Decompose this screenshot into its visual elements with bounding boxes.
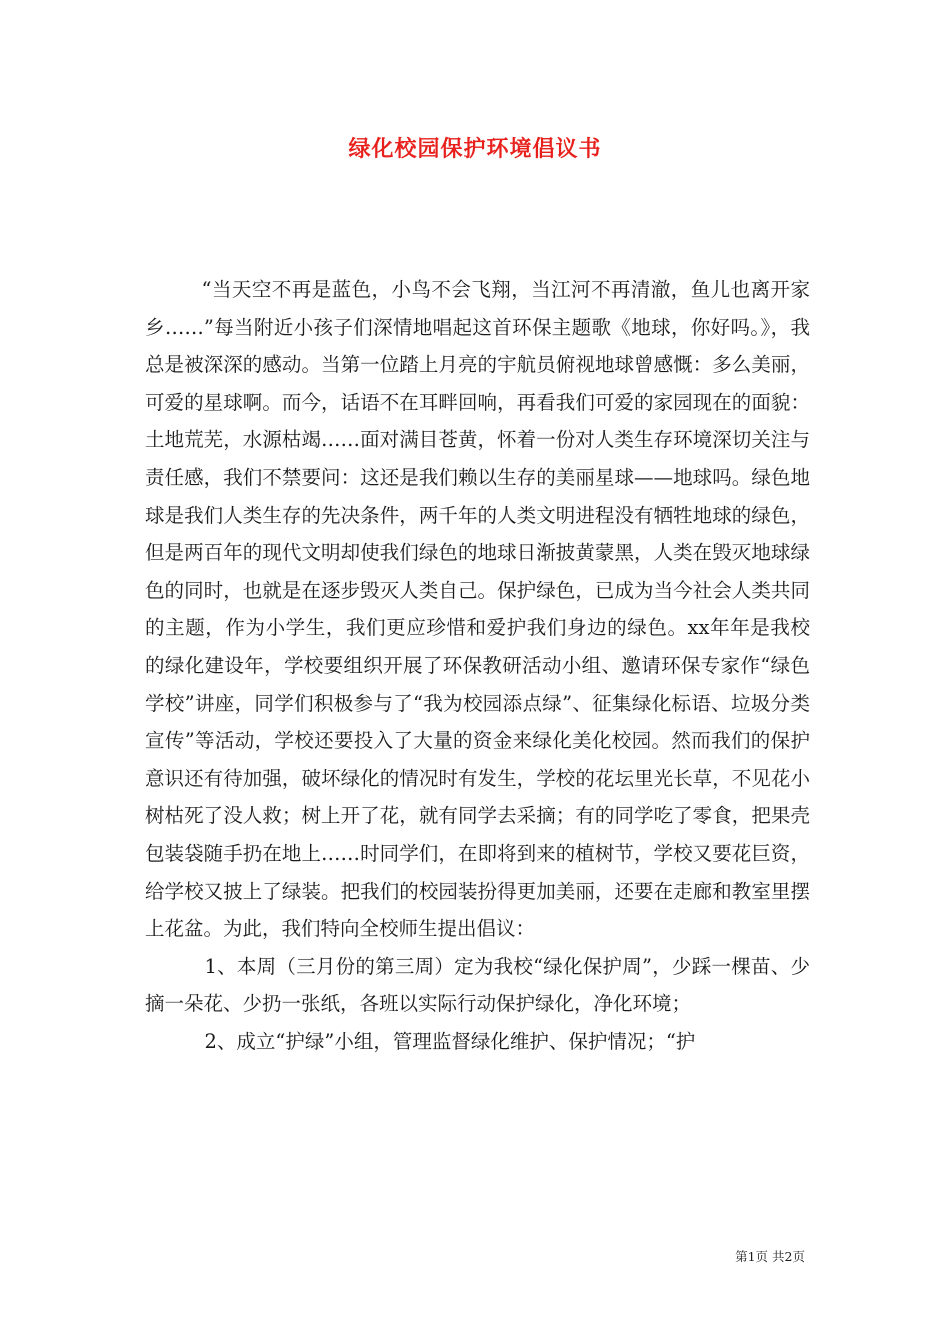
- page-footer: 第1页 共2页: [735, 1249, 805, 1264]
- paragraph-intro: “当天空不再是蓝色，小鸟不会飞翔，当江河不再清澈，鱼儿也离开家乡……”每当附近小孩子们深情地唱起这首环保主题歌《地球，你好吗。》，我总是被深深的感动。当第一位踏上月亮的宇航员俯视地球曾感慨：多么美丽，可爱的星球啊。而今，话语不在耳畔回响，再看我们可爱的家园现在的面貌：土地荒芜，水源枯竭……面对满目苍黄，怀着一份对人类生存环境深切关注与责任感，我们不禁要问：这还是我们赖以生存的美丽星球——地球吗。绿色地球是我们人类生存的先决条件，两千年的人类文明进程没有牺牲地球的绿色，但是两百年的现代文明却使我们绿色的地球日渐披黄蒙黑，人类在毁灭地球绿色的同时，也就是在逐步毁灭人类自己。保护绿色，已成为当今社会人类共同的主题，作为小学生，我们更应珍惜和爱护我们身边的绿色。xx年年是我校的绿化建设年，学校要组织开展了环保教研活动小组、邀请环保专家作“绿色学校”讲座，同学们积极参与了“我为校园添点绿”、征集绿化标语、垃圾分类宣传”等活动，学校还要投入了大量的资金来绿化美化校园。然而我们的保护意识还有待加强，破坏绿化的情况时有发生，学校的花坛里光长草，不见花小树枯死了没人救；树上开了花，就有同学去采摘；有的同学吃了零食，把果壳包装袋随手扔在地上……时同学们，在即将到来的植树节，学校又要花巨资，给学校又披上了绿装。把我们的校园装扮得更加美丽，还要在走廊和教室里摆上花盆。为此，我们特向全校师生提出倡议：: [145, 278, 810, 941]
- document-body: [145, 271, 810, 1060]
- paragraph-proposal-2: 2、成立“护绿”小组，管理监督绿化维护、保护情况；“护: [204, 1029, 696, 1053]
- paragraph-proposal-1: 1、本周（三月份的第三周）定为我校“绿化保护周”，少踩一棵苗、少摘一朵花、少扔一张纸，各班以实际行动保护绿化，净化环境；: [145, 954, 810, 1016]
- page-title: 绿化校园保护环境倡议书: [348, 136, 602, 162]
